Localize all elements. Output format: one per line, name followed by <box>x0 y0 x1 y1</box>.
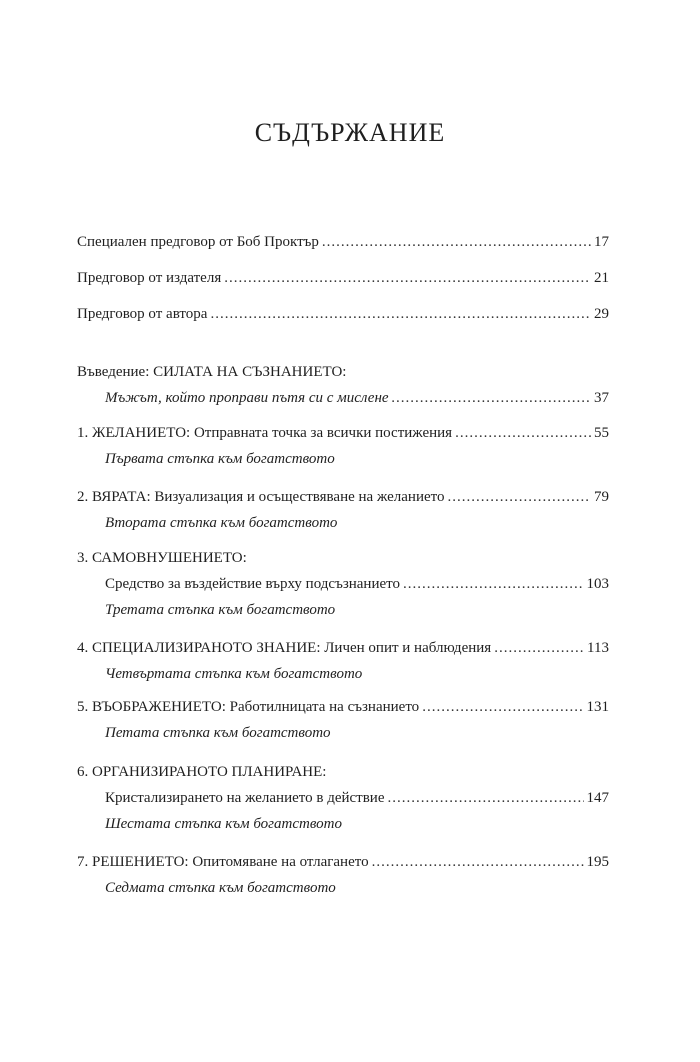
toc-subtitle <box>105 449 609 469</box>
toc-entry-text: Кристализирането на желанието в действие <box>105 790 385 806</box>
dot-leader <box>224 268 591 288</box>
toc-subtitle <box>105 878 609 898</box>
toc-subtitle <box>105 814 609 834</box>
toc-entry <box>77 304 609 324</box>
toc-entry <box>105 388 609 408</box>
toc-entry-text: Средство за въздействие върху подсъзнанието <box>105 576 401 592</box>
toc-heading-text: Въведение: СИЛАТА НА СЪЗНАНИЕТО: <box>77 364 347 380</box>
toc-page-number: 195 <box>586 854 609 870</box>
dot-leader <box>455 423 591 443</box>
toc-heading-text: 3. САМОВНУШЕНИЕТО: <box>77 550 247 566</box>
toc-page-number: 79 <box>594 489 609 505</box>
toc-section-heading <box>77 362 609 382</box>
toc-entry-text: 4. СПЕЦИАЛИЗИРАНОТО ЗНАНИЕ: Личен опит и наблюдения <box>77 640 492 656</box>
toc-entry-text: 5. ВЪОБРАЖЕНИЕТО: Работилницата на съзнанието <box>77 699 420 715</box>
toc-entry <box>77 697 609 717</box>
toc-entry-text: Предговор от издателя <box>77 270 222 286</box>
toc-page-number: 147 <box>586 790 609 806</box>
toc-subtitle-text: Шестата стъпка към богатството <box>105 816 343 832</box>
toc-page-number: 55 <box>594 425 609 441</box>
dot-leader <box>494 638 584 658</box>
toc-entry-text: Мъжът, който проправи пътя си с мислене <box>105 390 389 406</box>
toc-entry <box>77 638 609 658</box>
toc-subtitle <box>105 664 609 684</box>
toc-subtitle-text: Първата стъпка към богатството <box>105 451 335 467</box>
dot-leader <box>372 852 584 872</box>
toc-page-number: 29 <box>594 306 609 322</box>
dot-leader <box>392 388 591 408</box>
toc-heading-text: 6. ОРГАНИЗИРАНОТО ПЛАНИРАНЕ: <box>77 764 327 780</box>
toc-subtitle <box>105 600 609 620</box>
toc-entry-text: 7. РЕШЕНИЕТО: Опитомяване на отлагането <box>77 854 369 870</box>
toc-entry <box>77 268 609 288</box>
toc-entry <box>77 232 609 252</box>
toc-entry <box>77 852 609 872</box>
dot-leader <box>448 487 592 507</box>
dot-leader <box>322 232 591 252</box>
toc-entry-text: Предговор от автора <box>77 306 208 322</box>
toc-entry <box>105 788 609 808</box>
toc-entry <box>105 574 609 594</box>
toc-page-number: 37 <box>594 390 609 406</box>
toc-subtitle-text: Седмата стъпка към богатството <box>105 880 336 896</box>
toc-section-heading <box>77 762 609 782</box>
toc-page-number: 113 <box>587 640 609 656</box>
toc-subtitle-text: Четвъртата стъпка към богатството <box>105 666 363 682</box>
toc-subtitle <box>105 723 609 743</box>
toc-subtitle <box>105 513 609 533</box>
page-title: СЪДЪРЖАНИЕ <box>254 118 446 147</box>
toc-page-number: 17 <box>594 234 609 250</box>
toc-entry-text: 2. ВЯРАТА: Визуализация и осъществяване на желанието <box>77 489 445 505</box>
dot-leader <box>210 304 591 324</box>
toc-entry <box>77 423 609 443</box>
toc-entry <box>77 487 609 507</box>
toc-entry-text: Специален предговор от Боб Проктър <box>77 234 319 250</box>
dot-leader <box>403 574 583 594</box>
dot-leader <box>422 697 583 717</box>
dot-leader <box>388 788 584 808</box>
toc-subtitle-text: Третата стъпка към богатството <box>105 602 336 618</box>
toc-subtitle-text: Петата стъпка към богатството <box>105 725 331 741</box>
toc-page-number: 103 <box>586 576 609 592</box>
toc-section-heading <box>77 548 609 568</box>
toc-entry-text: 1. ЖЕЛАНИЕТО: Отправната точка за всички постижения <box>77 425 453 441</box>
toc-page-number: 21 <box>594 270 609 286</box>
toc-subtitle-text: Втората стъпка към богатството <box>105 515 338 531</box>
toc-page-number: 131 <box>586 699 609 715</box>
